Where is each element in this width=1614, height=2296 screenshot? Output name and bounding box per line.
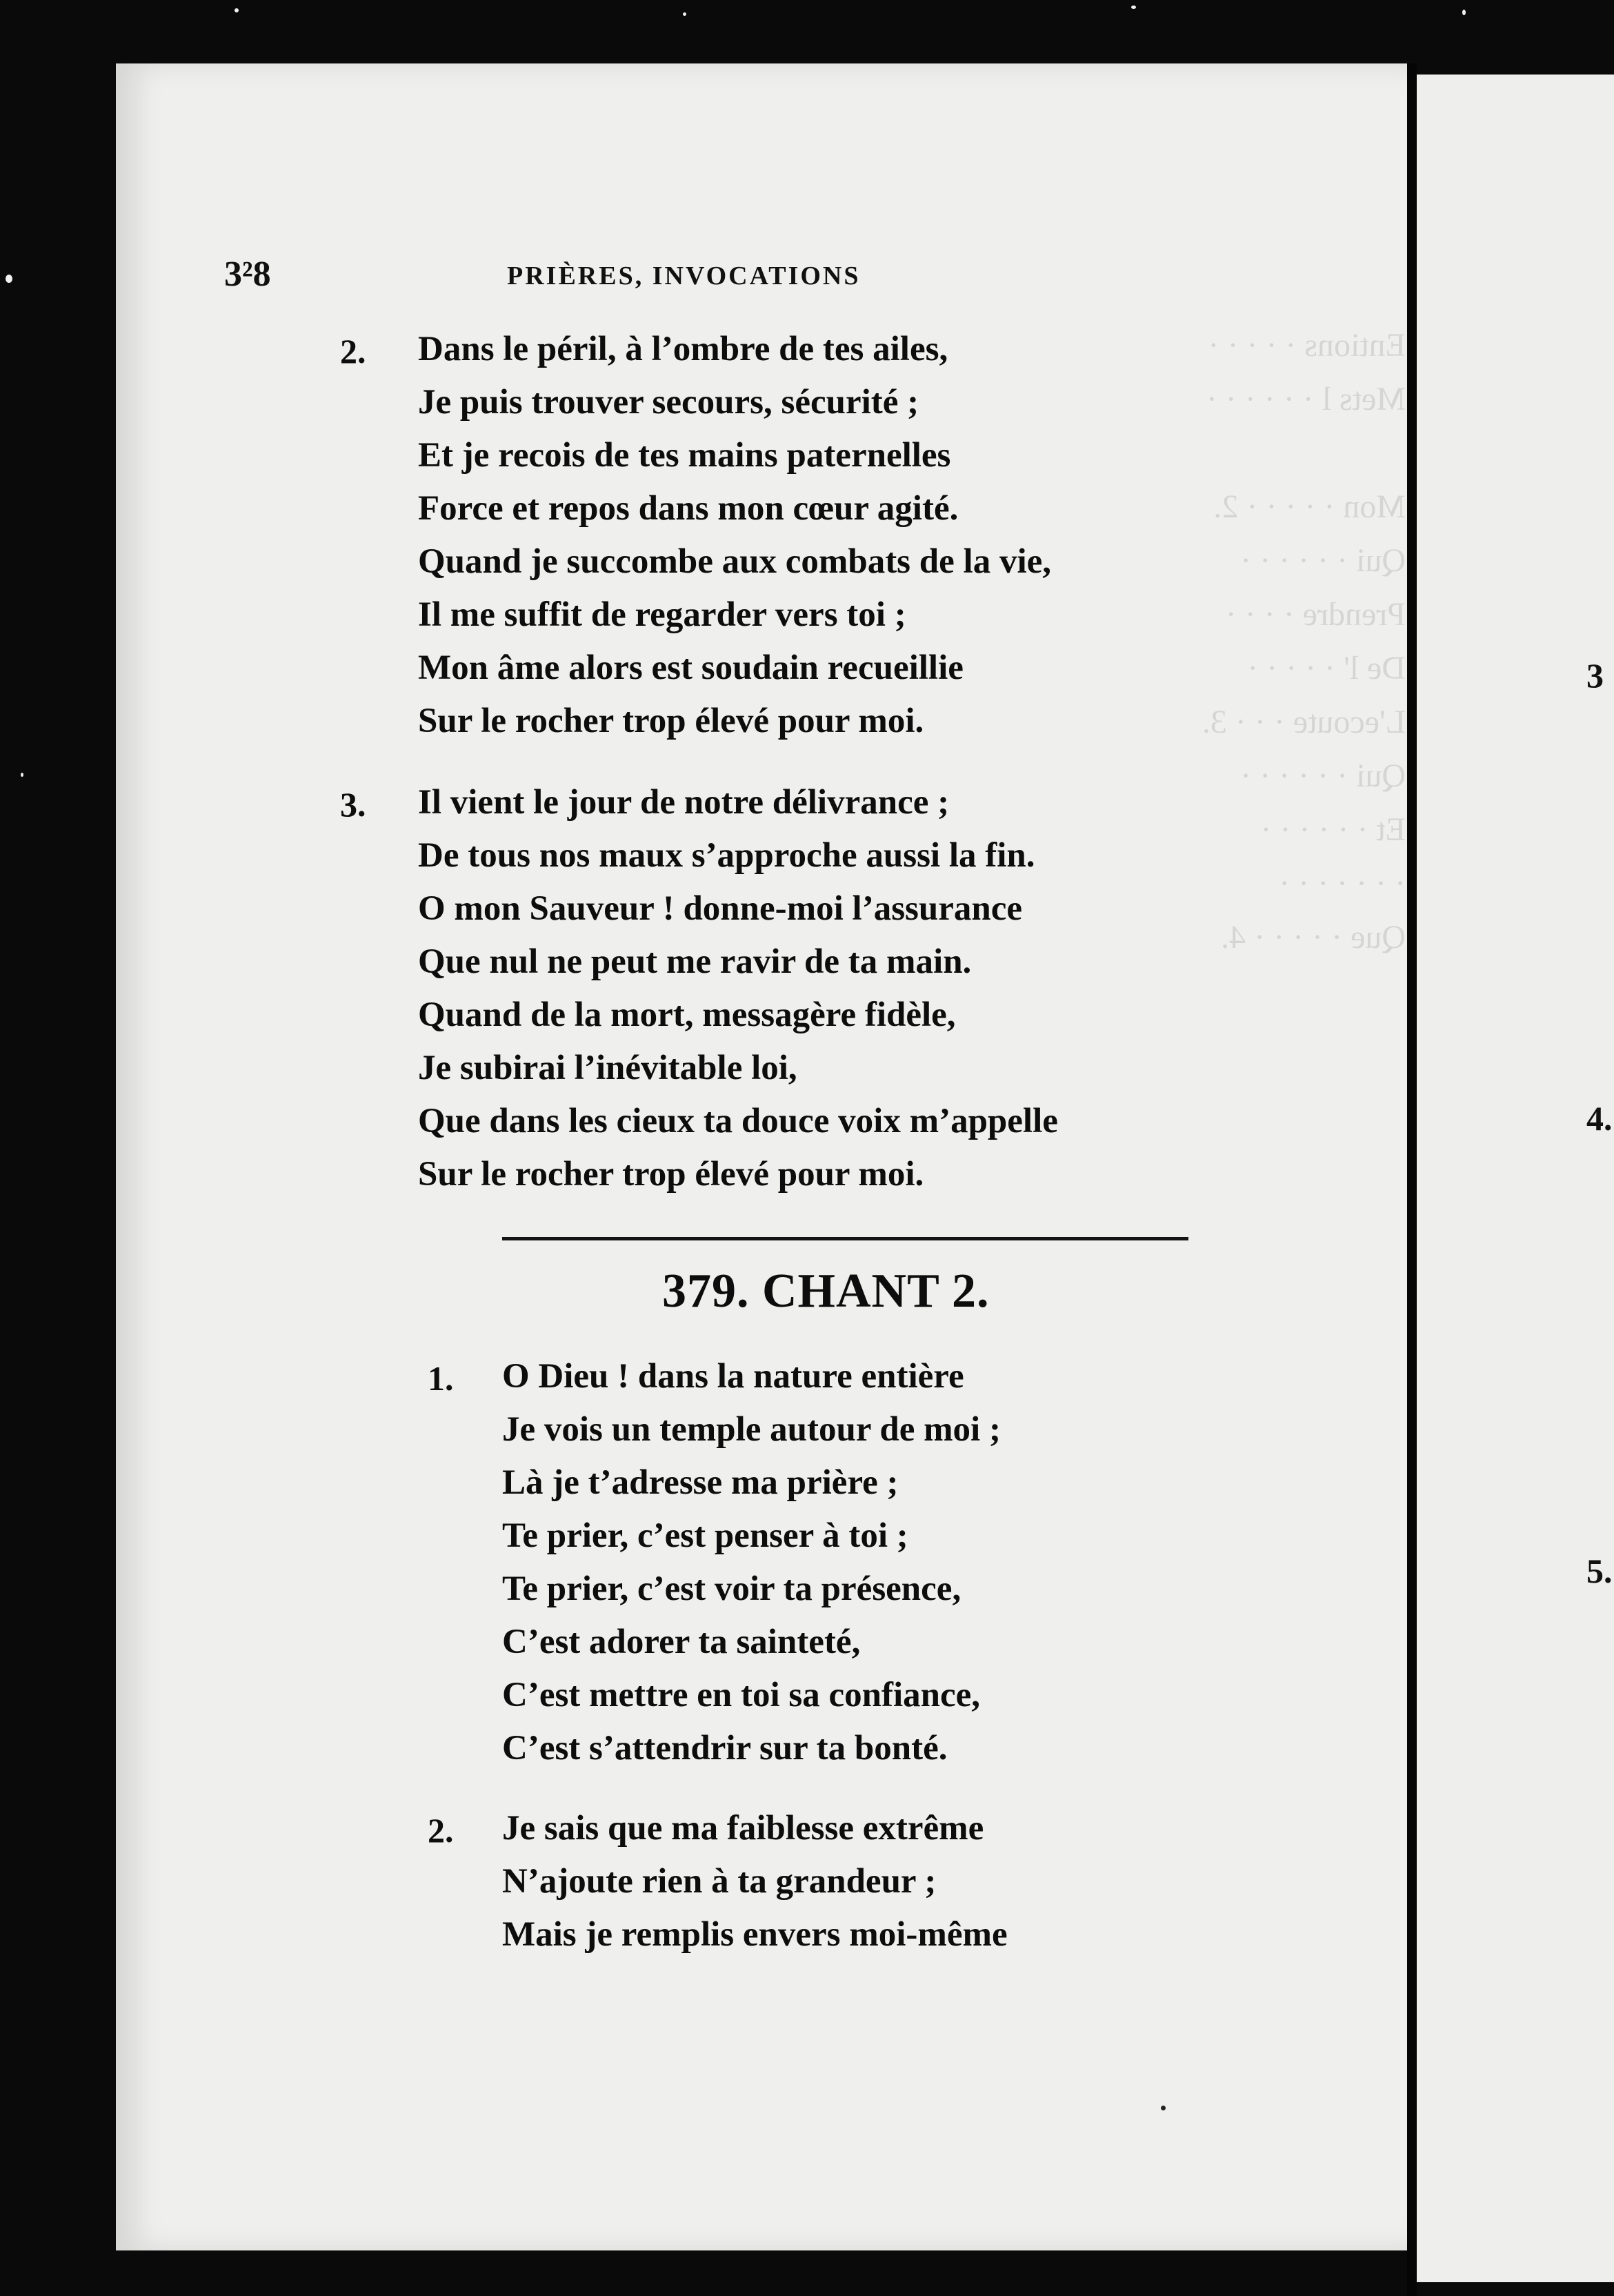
verse-line: Je sais que ma faiblesse extrême <box>502 1809 984 1848</box>
edge-stanza-number: 4. <box>1586 1099 1613 1138</box>
page-header <box>224 254 1038 295</box>
verse-line: Sur le rocher trop élevé pour moi. <box>418 1155 924 1194</box>
verse-line: Je vois un temple autour de moi ; <box>502 1410 1001 1449</box>
scan-speck <box>1462 10 1466 15</box>
verse-line: Il me suffit de regarder vers toi ; <box>418 595 906 634</box>
hymn-title: 379. CHANT 2. <box>662 1265 990 1318</box>
verse-line: Dans le péril, à l’ombre de tes ailes, <box>418 330 948 368</box>
verse-line: Quand je succombe aux combats de la vie, <box>418 542 1051 581</box>
page-number: 3²8 <box>224 255 271 294</box>
verse-line: C’est adorer ta sainteté, <box>502 1623 861 1661</box>
edge-stanza-number: 5. <box>1586 1552 1613 1590</box>
edge-stanza-number: 3 <box>1586 656 1604 695</box>
scan-speck <box>21 773 23 777</box>
verse-line: De tous nos maux s’approche aussi la fin. <box>418 836 1035 875</box>
verse-line: Je puis trouver secours, sécurité ; <box>418 383 919 422</box>
verse-line: Force et repos dans mon cœur agité. <box>418 489 959 528</box>
verse-line: Il vient le jour de notre délivrance ; <box>418 783 950 822</box>
right-page-edge <box>1417 75 1614 2282</box>
stanza-number: 1. <box>428 1359 454 1398</box>
verse-line: Sur le rocher trop élevé pour moi. <box>418 702 924 740</box>
bleed-through-text: Entions · · · · · Mets l · · · · · · Mon · · · · · 2. Qui · · · · · · Prendre · · · · De l' · · · · · L'ecoute · · · 3. Qui · · · · · · Et · · · · · · · · · · · · · Que · · · · · 4. <box>1202 327 1406 956</box>
verse-line: Te prier, c’est penser à toi ; <box>502 1516 908 1555</box>
verse-line: Que dans les cieux ta douce voix m’appelle <box>418 1102 1058 1140</box>
verse-line: Que nul ne peut me ravir de ta main. <box>418 942 972 981</box>
scan-speck <box>683 12 686 16</box>
scan-speck <box>1131 6 1136 9</box>
scan-speck <box>6 275 12 283</box>
verse-line: C’est s’attendrir sur ta bonté. <box>502 1729 948 1768</box>
stanza-number: 2. <box>340 332 366 370</box>
verse-line: C’est mettre en toi sa confiance, <box>502 1676 981 1714</box>
page-gutter <box>1407 63 1417 2296</box>
scan-speck <box>235 8 239 12</box>
verse-line: N’ajoute rien à ta grandeur ; <box>502 1862 937 1901</box>
running-title: PRIÈRES, INVOCATIONS <box>507 261 861 290</box>
verse-line: Te prier, c’est voir ta présence, <box>502 1570 962 1608</box>
verse-line: O mon Sauveur ! donne-moi l’assurance <box>418 889 1023 928</box>
verse-line: O Dieu ! dans la nature entière <box>502 1357 964 1396</box>
verse-line: Et je recois de tes mains paternelles <box>418 436 951 475</box>
stanza-number: 2. <box>428 1811 454 1850</box>
verse-line: Mais je remplis envers moi-même <box>502 1915 1008 1954</box>
verse-line: Mon âme alors est soudain recueillie <box>418 649 964 687</box>
ink-spot <box>1161 2106 1166 2110</box>
verse-line: Là je t’adresse ma prière ; <box>502 1463 899 1502</box>
section-divider <box>502 1237 1188 1240</box>
stanza-number: 3. <box>340 785 366 824</box>
verse-line: Je subirai l’inévitable loi, <box>418 1049 797 1087</box>
verse-line: Quand de la mort, messagère fidèle, <box>418 996 956 1034</box>
